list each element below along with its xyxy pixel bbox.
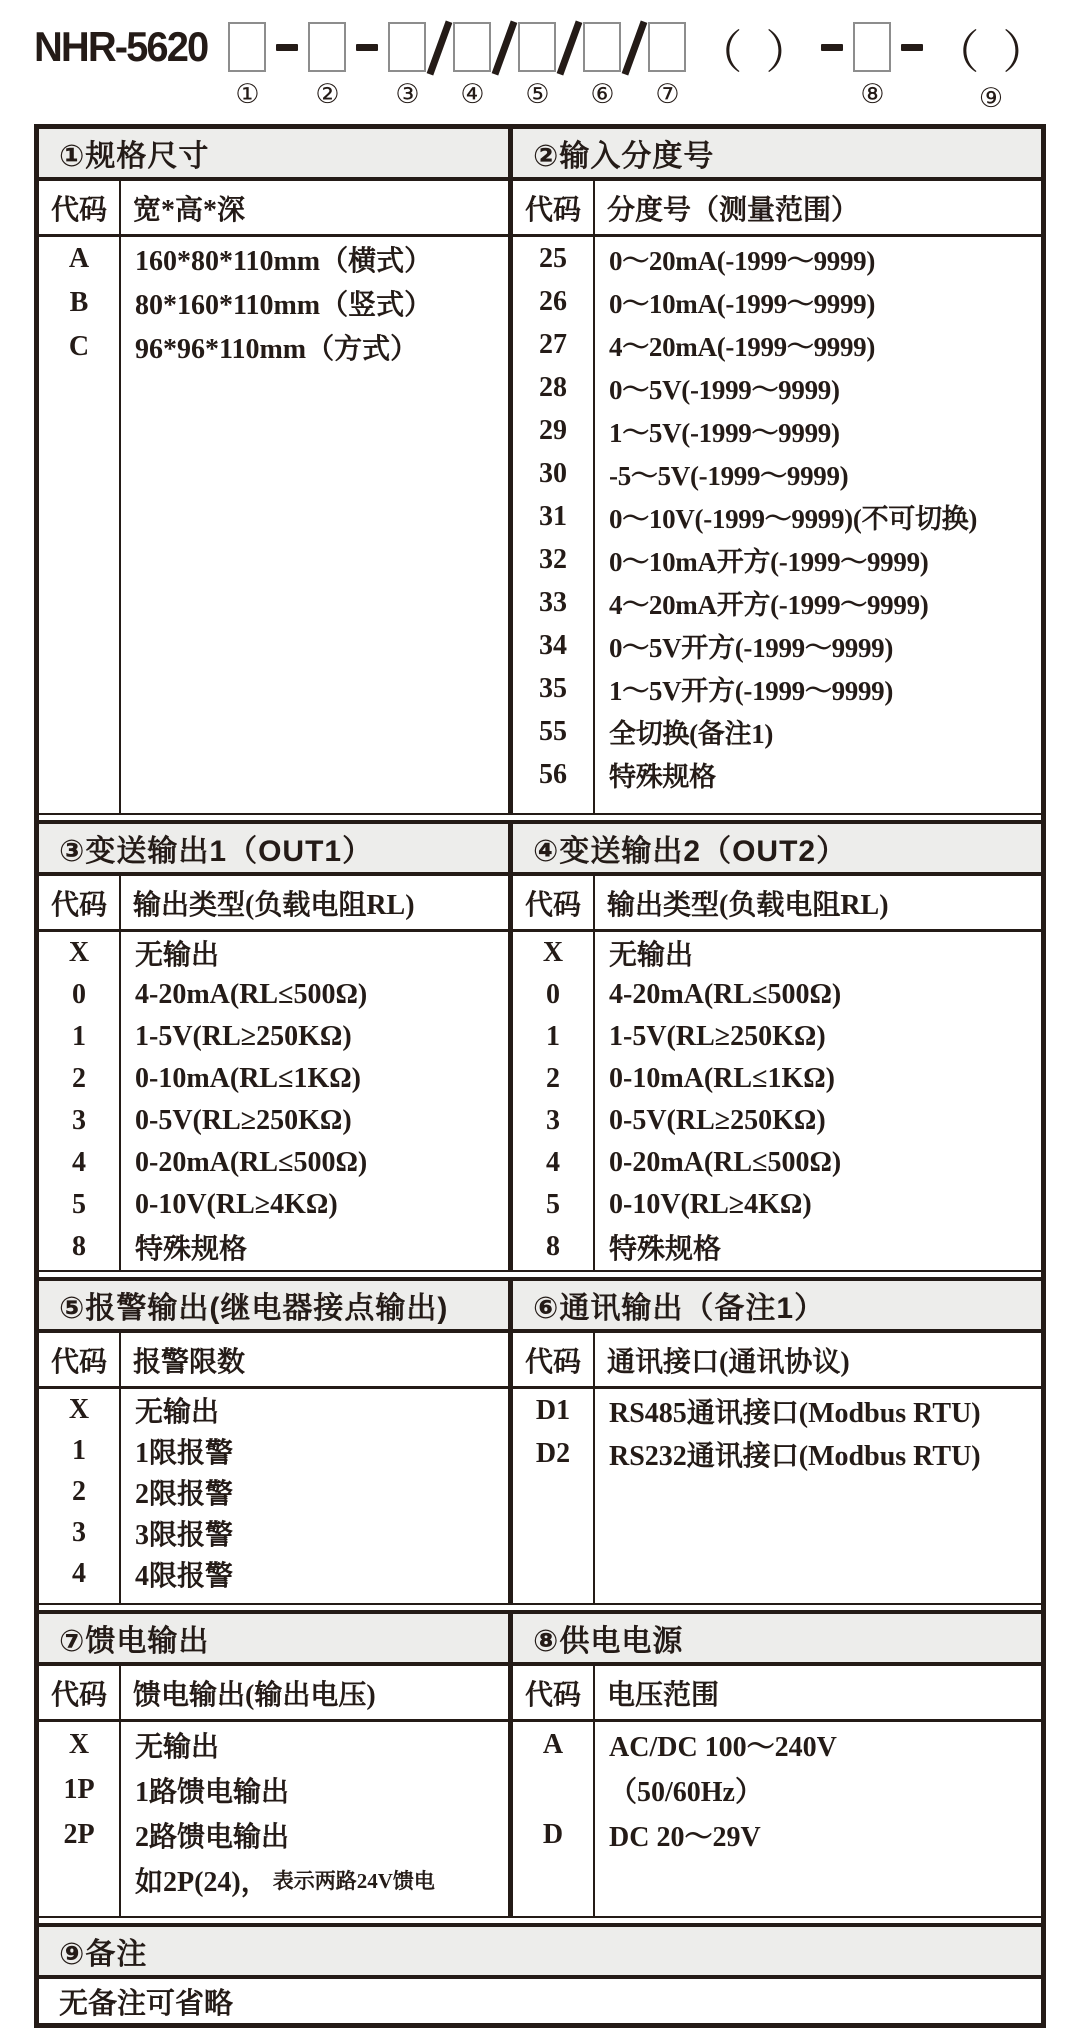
model-segment [821,18,843,114]
code-cell: A [68,243,90,274]
code-cell: 4 [72,1557,86,1589]
model-segment [501,18,508,114]
desc-column [121,876,508,1270]
code-cell: 3 [72,1105,86,1136]
desc-cell: 1-5V(RL≥250KΩ) [609,1021,826,1052]
code-cell: D1 [535,1394,571,1426]
model-segment [453,18,491,114]
dash-separator [356,44,378,51]
model-segment [583,18,621,114]
code-cell: 28 [539,371,567,403]
code-cell: X [68,1728,90,1760]
section-6-comm-output [513,1281,1041,1603]
code-cell: 1P [63,1773,95,1805]
code-column-header: 代码 [513,181,593,237]
section-pair-1-2 [39,129,1041,815]
position-number: ① [235,79,260,110]
desc-cell: 4～20mA(-1999～9999) [609,332,876,362]
code-cell: 2 [546,1063,560,1094]
section-3-output1 [39,824,513,1270]
code-cell: A [542,1728,564,1760]
model-segments [228,18,1048,114]
spec-table [34,124,1046,2028]
desc-cell: 无输出 [135,940,220,971]
code-cell: 35 [539,672,567,704]
code-cell: X [542,937,564,968]
section-title: ⑥通讯输出（备注1） [513,1281,1041,1333]
desc-cell: 1路馈电输出 [135,1776,290,1808]
code-column-header: 代码 [39,181,119,237]
slash-separator [622,20,648,75]
position-number: ③ [395,79,420,110]
model-segment [696,18,811,114]
code-cell: 2 [72,1063,86,1094]
code-box [583,22,621,72]
desc-cell: 0～10V(-1999～9999)(不可切换) [609,504,978,534]
desc-cell: 1限报警 [135,1437,234,1469]
code-cell [39,1857,119,1902]
code-cell: 4 [546,1147,560,1178]
position-number: ② [315,79,340,110]
code-cell: D [542,1818,564,1850]
slash-separator [427,20,453,75]
code-cell: 56 [539,758,567,790]
model-segment [631,18,638,114]
section-9-notes [39,1923,1041,2023]
model-segment [276,18,298,114]
desc-cell: 4-20mA(RL≤500Ω) [135,979,368,1010]
section-title: ⑦馈电输出 [39,1614,508,1666]
desc-cell: DC 20～29V [609,1821,761,1853]
section-columns [39,1666,508,1916]
desc-column [121,1666,508,1916]
code-cell: 2P [63,1818,95,1850]
desc-cell: 0-10mA(RL≤1KΩ) [609,1063,835,1094]
model-prefix: NHR-5620 [34,23,208,70]
code-cell: 4 [72,1147,86,1178]
desc-cell: 全切换(备注1) [609,719,774,749]
code-box [648,22,686,72]
code-box [853,22,891,72]
desc-cell: 无输出 [135,1396,220,1428]
dash-separator [901,44,923,51]
code-cell: 2 [72,1475,86,1507]
code-cell: X [68,1393,90,1425]
desc-cell: 无输出 [135,1731,220,1763]
position-number: ⑨ [978,83,1004,114]
code-cell: 0 [546,979,560,1010]
code-box [388,22,426,72]
code-cell: X [68,937,90,968]
desc-column [121,1333,508,1603]
desc-cell: 0-20mA(RL≤500Ω) [135,1147,368,1178]
desc-cell: 0-10mA(RL≤1KΩ) [135,1063,361,1094]
desc-cell: 无输出 [609,940,694,971]
position-number: ⑧ [860,79,885,110]
section-columns [513,181,1041,813]
desc-cell: 0-10V(RL≥4KΩ) [135,1189,338,1220]
desc-column [595,181,1041,813]
desc-column-header: 通讯接口(通讯协议) [595,1333,1041,1389]
code-column [39,181,121,813]
code-cell: 55 [539,715,567,747]
section-title: ①规格尺寸 [39,129,508,181]
code-cell: 5 [72,1189,86,1220]
desc-cell: 0-5V(RL≥250KΩ) [135,1105,352,1136]
code-cell: 27 [539,328,567,360]
desc-cell: AC/DC 100～240V [609,1731,837,1763]
desc-column [595,1666,1041,1916]
code-cell: 1 [72,1434,86,1466]
desc-column-header: 馈电输出(输出电压) [121,1666,508,1722]
model-segment [933,18,1048,114]
desc-cell: -5～5V(-1999～9999) [609,461,849,491]
code-cell: 8 [546,1231,560,1262]
desc-cell: 1-5V(RL≥250KΩ) [135,1021,352,1052]
section-pair-5-6 [39,1277,1041,1605]
desc-cell: （50/60Hz） [609,1776,763,1808]
code-column [39,876,121,1270]
code-cell: 8 [72,1231,86,1262]
desc-column-header: 报警限数 [121,1333,508,1389]
code-cell: 5 [546,1189,560,1220]
desc-cell: 0-20mA(RL≤500Ω) [609,1147,842,1178]
desc-cell: RS232通讯接口(Modbus RTU) [609,1440,981,1472]
model-segment [308,18,346,114]
model-segment [566,18,573,114]
code-cell: 34 [539,629,567,661]
section-5-alarm-output [39,1281,513,1603]
code-cell: 25 [539,242,567,274]
desc-cell: 特殊规格 [609,762,716,792]
dash-separator [821,44,843,51]
section-title: ⑧供电电源 [513,1614,1041,1666]
code-column [513,181,595,813]
section-columns [513,876,1041,1270]
desc-cell: 如2P(24)， 表示两路24V馈电 [135,1866,435,1898]
desc-cell: 2路馈电输出 [135,1821,290,1853]
section-1-size [39,129,513,813]
code-column [39,1333,121,1603]
parentheses: （ ） [933,27,1049,78]
desc-cell: 4～20mA开方(-1999～9999) [609,590,929,620]
code-box [453,22,491,72]
model-segment [853,18,891,114]
desc-cell: 160*80*110mm（横式） [135,246,433,277]
desc-column-header: 输出类型(负载电阻RL) [595,876,1041,932]
desc-cell: 1～5V开方(-1999～9999) [609,676,894,706]
model-code-line [0,0,1080,114]
position-number: ⑤ [525,79,550,110]
desc-column [595,876,1041,1270]
code-column-header: 代码 [39,876,119,932]
code-column [513,876,595,1270]
desc-column-header: 宽*高*深 [121,181,508,237]
desc-cell: 4-20mA(RL≤500Ω) [609,979,842,1010]
model-segment [356,18,378,114]
slash-separator [557,20,583,75]
desc-cell: 0-5V(RL≥250KΩ) [609,1105,826,1136]
model-segment [518,18,556,114]
model-segment [648,18,686,114]
desc-cell: 特殊规格 [609,1234,722,1265]
section-title: ③变送输出1（OUT1） [39,824,508,876]
section-title: ⑤报警输出(继电器接点输出) [39,1281,508,1333]
desc-cell: 0-10V(RL≥4KΩ) [609,1189,812,1220]
desc-cell: 3限报警 [135,1519,234,1551]
model-segment [388,18,426,114]
parentheses: （ ） [696,27,812,78]
section-columns [39,181,508,813]
code-column [513,1666,595,1916]
code-cell: 31 [539,500,567,532]
desc-cell: 4限报警 [135,1560,234,1592]
desc-cell: RS485通讯接口(Modbus RTU) [609,1397,981,1429]
model-segment [901,18,923,114]
code-cell: 1 [546,1021,560,1052]
desc-column [121,181,508,813]
code-column-header: 代码 [39,1333,119,1389]
code-column-header: 代码 [513,1333,593,1389]
desc-cell: 80*160*110mm（竖式） [135,290,433,321]
section-pair-7-8 [39,1610,1041,1918]
code-column-header: 代码 [39,1666,119,1722]
section-columns [39,1333,508,1603]
code-box [308,22,346,72]
desc-cell: 0～20mA(-1999～9999) [609,246,876,276]
section-title: ②输入分度号 [513,129,1041,181]
slash-separator [492,20,518,75]
code-cell: 26 [539,285,567,317]
section-title: ④变送输出2（OUT2） [513,824,1041,876]
desc-cell: 0～5V(-1999～9999) [609,375,840,405]
desc-column-header: 输出类型(负载电阻RL) [121,876,508,932]
desc-cell-small-note: 表示两路24V馈电 [272,1868,435,1893]
model-segment [436,18,443,114]
code-box [518,22,556,72]
code-cell: B [69,287,89,318]
section-columns [39,876,508,1270]
section-2-input-code [513,129,1041,813]
desc-column-header: 电压范围 [595,1666,1041,1722]
code-cell: 32 [539,543,567,575]
desc-cell: 1～5V(-1999～9999) [609,418,840,448]
section-pair-3-4 [39,820,1041,1272]
code-cell: D2 [535,1437,571,1469]
desc-column [595,1333,1041,1603]
code-cell: 33 [539,586,567,618]
code-column [513,1333,595,1603]
section-columns [513,1333,1041,1603]
model-segment [228,18,266,114]
section-8-power-supply [513,1614,1041,1916]
desc-cell: 特殊规格 [135,1234,248,1265]
dash-separator [276,44,298,51]
code-cell: 1 [72,1021,86,1052]
code-cell: 30 [539,457,567,489]
code-cell: C [68,331,90,362]
desc-column-header: 分度号（测量范围） [595,181,1041,237]
code-box [228,22,266,72]
position-number: ④ [460,79,485,110]
code-cell: 29 [539,414,567,446]
position-number: ⑥ [590,79,615,110]
section-7-feed-output [39,1614,513,1916]
code-column-header: 代码 [513,876,593,932]
code-cell [513,1767,593,1812]
code-column-header: 代码 [513,1666,593,1722]
desc-cell: 0～10mA(-1999～9999) [609,289,876,319]
code-cell: 3 [546,1105,560,1136]
code-cell: 0 [72,979,86,1010]
desc-cell: 0～10mA开方(-1999～9999) [609,547,929,577]
code-column [39,1666,121,1916]
section-title: ⑨备注 [39,1927,1041,1979]
desc-cell: 0～5V开方(-1999～9999) [609,633,894,663]
section-4-output2 [513,824,1041,1270]
position-number: ⑦ [655,79,680,110]
notes-text: 无备注可省略 [59,1987,234,2020]
desc-cell: 2限报警 [135,1478,234,1510]
code-cell: 3 [72,1516,86,1548]
desc-cell: 96*96*110mm（方式） [135,334,419,365]
section-columns [513,1666,1041,1916]
